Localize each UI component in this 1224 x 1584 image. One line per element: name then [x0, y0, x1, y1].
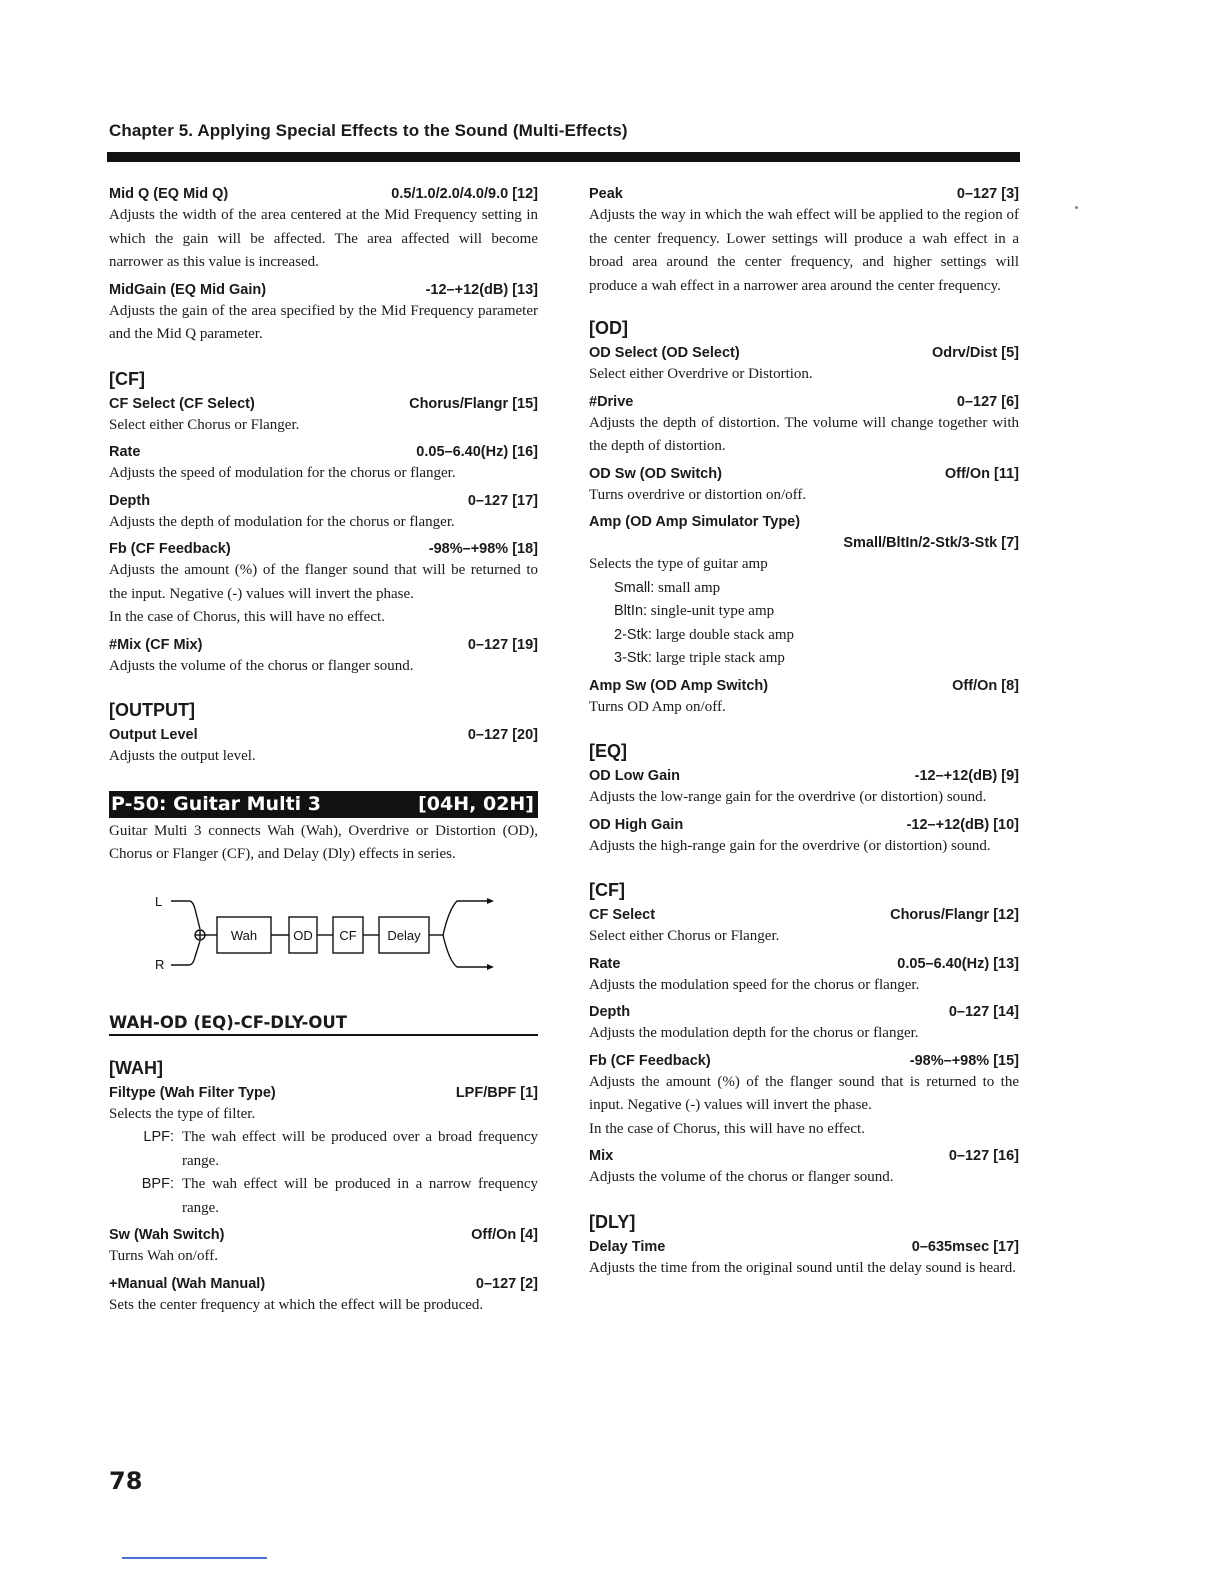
param-desc: Select either Chorus or Flanger.	[589, 928, 780, 944]
section-output: [OUTPUT]	[109, 700, 195, 720]
param-amp-sw: Amp Sw (OD Amp Switch) Off/On [8]	[589, 677, 1019, 694]
param-desc: Adjusts the amount (%) of the flanger sound that is returned to the input. Negative (-) values will invert the phase. In the case of Chorus, this will have no effect.	[589, 1073, 1019, 1137]
patch-intro: Guitar Multi 3 connects Wah (Wah), Overdrive or Distortion (OD), Chorus or Flanger (CF), and Delay (Dly) effects in series.	[109, 822, 538, 862]
patch-code: [04H, 02H]	[418, 792, 534, 815]
param-od-high-gain: OD High Gain -12–+12(dB) [10]	[589, 816, 1019, 833]
param-output-level: Output Level 0–127 [20]	[109, 727, 538, 743]
header-rule	[107, 152, 1020, 162]
speck	[1075, 206, 1078, 209]
param-desc: Adjusts the modulation depth for the chorus or flanger.	[589, 1025, 919, 1041]
param-desc: Adjusts the amount (%) of the flanger sound that will be returned to the input. Negative (-) values will invert the phase. In the case of Chorus, this will have no effect.	[109, 562, 538, 625]
param-desc: Adjusts the speed of modulation for the chorus or flanger.	[109, 465, 456, 481]
wah-block-label: Wah	[230, 927, 258, 943]
section-cf: [CF]	[109, 368, 145, 389]
param-rate: Rate 0.05–6.40(Hz) [16]	[109, 444, 538, 460]
section-cf: [CF]	[589, 880, 625, 900]
param-wah-sw: Sw (Wah Switch) Off/On [4]	[109, 1227, 538, 1243]
param-od-low-gain: OD Low Gain -12–+12(dB) [9]	[589, 768, 1019, 784]
param-drive: #Drive 0–127 [6]	[589, 393, 1019, 410]
param-cf-select: CF Select Chorus/Flangr [12]	[589, 907, 1019, 923]
right-column	[589, 186, 1019, 1280]
param-delay-time: Delay Time 0–635msec [17]	[589, 1238, 1019, 1255]
param-desc: Adjusts the low-range gain for the overdrive (or distortion) sound.	[589, 789, 987, 805]
param-desc: Turns OD Amp on/off.	[589, 698, 726, 715]
param-mid-q: Mid Q (EQ Mid Q) 0.5/1.0/2.0/4.0/9.0 [12]	[109, 186, 538, 202]
option-lpf: LPF: The wah effect will be produced over a broad frequency range.	[143, 1129, 538, 1169]
chapter-title: Chapter 5. Applying Special Effects to the Sound (Multi-Effects)	[109, 121, 628, 140]
effect-chain-heading: WAH-OD (EQ)-CF-DLY-OUT	[109, 1013, 538, 1036]
param-desc: Adjusts the width of the area centered at the Mid Frequency setting in which the gain will be affected. The area affected will become narrower as this value is increased.	[109, 207, 538, 270]
patch-name: P-50: Guitar Multi 3	[111, 792, 322, 815]
param-desc: Adjusts the output level.	[109, 748, 256, 764]
param-peak: Peak 0–127 [3]	[589, 186, 1019, 202]
param-mix: #Mix (CF Mix) 0–127 [19]	[109, 636, 538, 653]
param-depth: Depth 0–127 [14]	[589, 1004, 1019, 1020]
section-od: [OD]	[589, 318, 628, 338]
delay-block-label: Delay	[387, 927, 421, 943]
param-od-sw: OD Sw (OD Switch) Off/On [11]	[589, 465, 1019, 482]
param-desc: Select either Chorus or Flanger.	[109, 416, 300, 433]
signal-flow-svg	[109, 879, 538, 979]
section-eq: [EQ]	[589, 741, 627, 761]
amp-option: Small: small amp	[614, 579, 721, 596]
param-desc: Adjusts the depth of modulation for the chorus or flanger.	[109, 513, 455, 530]
param-desc: Adjusts the way in which the wah effect will be applied to the region of the center frequency. Lower settings will produce a wah effect in a broad area around the center frequency, and higher settings will produce a wah effect in a narrower area around the center frequency.	[589, 207, 1019, 294]
option-bpf: BPF: The wah effect will be produced in a narrow frequency range.	[141, 1176, 538, 1216]
patch-banner	[109, 791, 538, 818]
param-desc: Adjusts the high-range gain for the overdrive (or distortion) sound.	[589, 837, 991, 854]
input-l-label: L	[155, 893, 163, 909]
param-rate: Rate 0.05–6.40(Hz) [13]	[589, 955, 1019, 972]
section-dly: [DLY]	[589, 1211, 636, 1232]
param-desc: Adjusts the volume of the chorus or flanger sound.	[589, 1169, 894, 1185]
page-number: 78	[109, 1467, 143, 1495]
param-desc: Sets the center frequency at which the effect will be produced.	[109, 1296, 484, 1313]
param-desc: Turns Wah on/off.	[109, 1248, 218, 1264]
param-desc: Turns overdrive or distortion on/off.	[589, 486, 807, 503]
amp-option: 3-Stk: large triple stack amp	[614, 650, 785, 666]
param-desc: Adjusts the time from the original sound until the delay sound is heard.	[589, 1259, 1017, 1276]
amp-option: BltIn: single-unit type amp	[614, 603, 775, 619]
input-r-label: R	[155, 956, 165, 972]
section-wah: [WAH]	[109, 1057, 163, 1078]
param-desc: Adjusts the depth of distortion. The volume will change together with the depth of distortion.	[589, 414, 1019, 454]
param-fb: Fb (CF Feedback) -98%–+98% [15]	[589, 1052, 1019, 1069]
param-od-select: OD Select (OD Select) Odrv/Dist [5]	[589, 345, 1019, 361]
signal-flow-diagram	[109, 879, 538, 979]
param-desc: Adjusts the modulation speed for the chorus or flanger.	[589, 976, 920, 993]
param-desc: Selects the type of filter.	[109, 1105, 256, 1122]
param-fb: Fb (CF Feedback) -98%–+98% [18]	[109, 541, 538, 557]
param-desc: Select either Overdrive or Distortion.	[589, 366, 813, 382]
param-depth: Depth 0–127 [17]	[109, 492, 538, 509]
param-desc: Adjusts the gain of the area specified by the Mid Frequency parameter and the Mid Q parameter.	[109, 302, 538, 342]
param-desc: Adjusts the volume of the chorus or flanger sound.	[109, 657, 414, 674]
param-manual: +Manual (Wah Manual) 0–127 [2]	[109, 1275, 538, 1292]
footer-line	[122, 1557, 267, 1559]
cf-block-label: CF	[339, 927, 357, 943]
od-block-label: OD	[293, 927, 313, 943]
param-desc: Selects the type of guitar amp	[589, 556, 768, 572]
param-mix: Mix 0–127 [16]	[589, 1148, 1019, 1164]
left-column	[109, 186, 538, 1317]
param-cf-select: CF Select (CF Select) Chorus/Flangr [15]	[109, 395, 538, 412]
amp-option: 2-Stk: large double stack amp	[614, 626, 795, 643]
param-filtype: Filtype (Wah Filter Type) LPF/BPF [1]	[109, 1084, 538, 1101]
param-mid-gain: MidGain (EQ Mid Gain) -12–+12(dB) [13]	[109, 281, 538, 298]
param-amp: Amp (OD Amp Simulator Type) Small/BltIn/2-Stk/3-Stk [7]	[589, 514, 1019, 551]
